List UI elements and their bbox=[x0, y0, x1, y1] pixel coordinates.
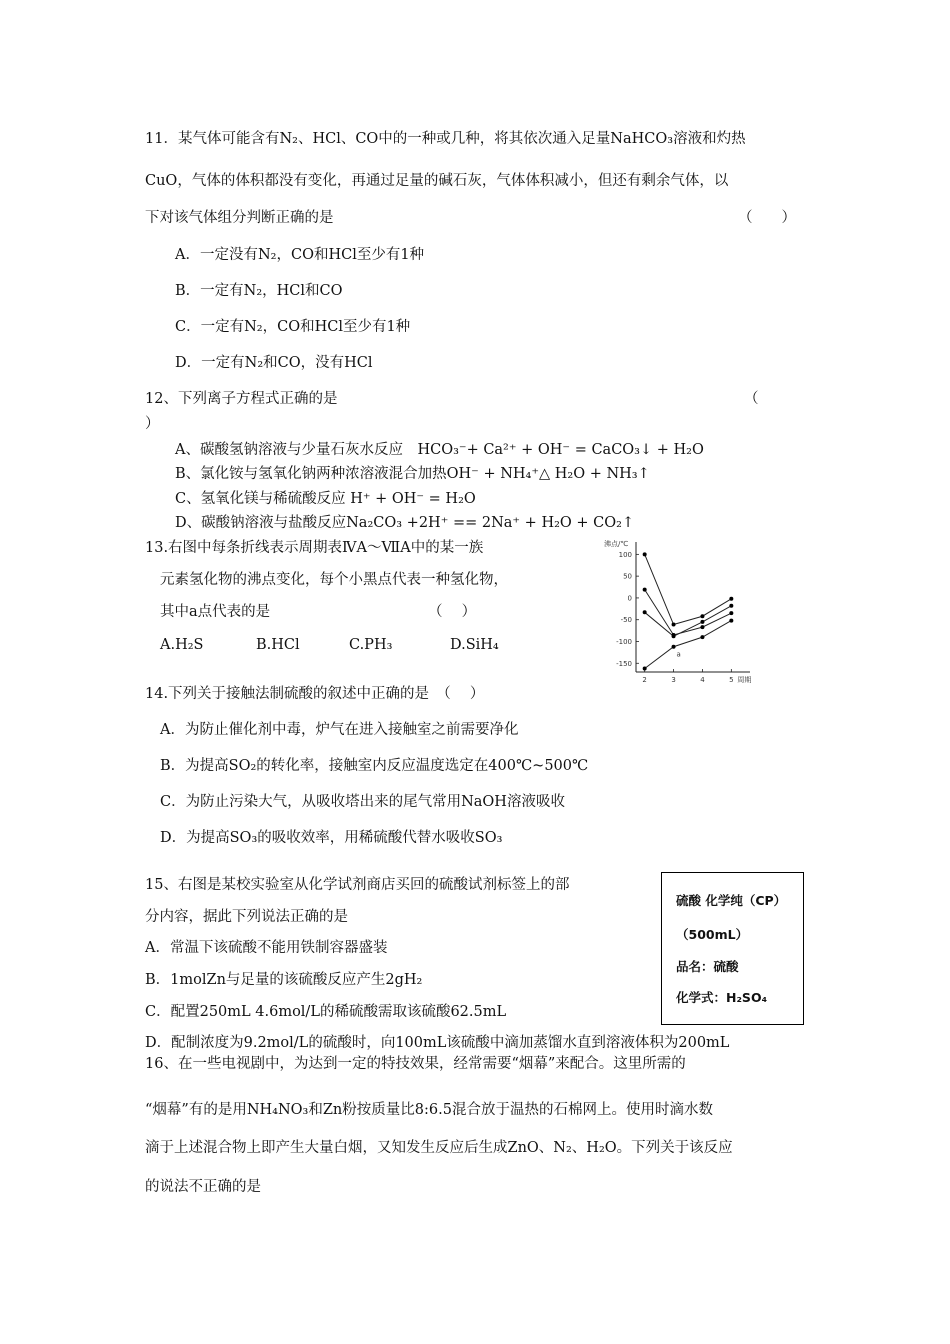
q13-answer-paren: （ ） bbox=[428, 604, 477, 620]
data-point bbox=[700, 614, 704, 618]
q16-stem-line4: 的说法不正确的是 bbox=[145, 1179, 261, 1195]
q12-stem: 12、下列离子方程式正确的是 bbox=[145, 391, 338, 407]
q15-option-a: A．常温下该硫酸不能用铁制容器盛装 bbox=[145, 940, 388, 956]
data-point bbox=[643, 552, 647, 556]
data-point bbox=[643, 588, 647, 592]
q12-option-b: B、氯化铵与氢氧化钠两种浓溶液混合加热OH⁻ + NH₄⁺△ H₂O + NH₃↑ bbox=[175, 466, 650, 482]
x-tick-label: 4 bbox=[700, 676, 705, 684]
q11-stem-line1: 11．某气体可能含有N₂、HCl、CO中的一种或几种，将其依次通入足量NaHCO₃溶液和灼热 bbox=[145, 131, 746, 147]
q14-stem: 14.下列关于接触法制硫酸的叙述中正确的是 （ ） bbox=[145, 686, 485, 702]
reagent-label-line3: 品名：硫酸 bbox=[676, 959, 739, 974]
x-tick-label: 5 bbox=[729, 676, 734, 684]
x-tick-label: 3 bbox=[671, 676, 676, 684]
series-line bbox=[645, 621, 732, 669]
reagent-label-line2: （500mL） bbox=[676, 927, 749, 942]
x-axis-label: 周期 bbox=[737, 676, 752, 684]
reagent-label-line4: 化学式：H₂SO₄ bbox=[676, 990, 768, 1005]
data-point bbox=[700, 620, 704, 624]
q14-option-d: D．为提高SO₃的吸收效率，用稀硫酸代替水吸收SO₃ bbox=[160, 830, 503, 846]
data-point bbox=[729, 611, 733, 615]
q15-option-b: B．1molZn与足量的该硫酸反应产生2gH₂ bbox=[145, 972, 423, 988]
q13-option-a: A.H₂S bbox=[160, 637, 204, 653]
y-tick-label: -50 bbox=[620, 616, 632, 625]
q13-stem-line2: 元素氢化物的沸点变化，每个小黑点代表一种氢化物， bbox=[160, 572, 508, 588]
q15-option-d: D．配制浓度为9.2mol/L的硫酸时，向100mL该硫酸中滴加蒸馏水直到溶液体积为200mL bbox=[145, 1035, 730, 1051]
q13-option-d: D.SiH₄ bbox=[450, 637, 499, 653]
q13-stem-line1: 13.右图中每条折线表示周期表ⅣA～ⅦA中的某一族 bbox=[145, 540, 484, 556]
data-point bbox=[672, 623, 676, 627]
q11-option-b: B．一定有N₂，HCl和CO bbox=[175, 283, 343, 299]
q11-option-c: C．一定有N₂，CO和HCl至少有1种 bbox=[175, 319, 411, 335]
q16-stem-line3: 滴于上述混合物上即产生大量白烟，又知发生反应后生成ZnO、N₂、H₂O。下列关于该反应 bbox=[145, 1140, 733, 1156]
y-tick-label: 100 bbox=[618, 550, 632, 559]
q14-option-c: C．为防止污染大气，从吸收塔出来的尾气常用NaOH溶液吸收 bbox=[160, 794, 565, 810]
y-axis-label: 沸点/℃ bbox=[604, 540, 629, 548]
q11-option-d: D．一定有N₂和CO，没有HCl bbox=[175, 355, 373, 371]
data-point bbox=[672, 634, 676, 638]
q12-option-a: A、碳酸氢钠溶液与少量石灰水反应 HCO₃⁻+ Ca²⁺ + OH⁻ = CaCO₃↓ + H₂O bbox=[175, 442, 704, 458]
boiling-point-chart bbox=[598, 536, 773, 686]
q12-option-d: D、碳酸钠溶液与盐酸反应Na₂CO₃ +2H⁺ == 2Na⁺ + H₂O + CO₂↑ bbox=[175, 515, 635, 531]
q12-paren-close: ） bbox=[145, 416, 160, 432]
data-point bbox=[643, 667, 647, 671]
q13-option-c: C.PH₃ bbox=[349, 637, 393, 653]
y-tick-label: 50 bbox=[623, 572, 632, 581]
q13-stem-line3: 其中a点代表的是 bbox=[160, 604, 271, 620]
reagent-label-line1: 硫酸 化学纯（CP） bbox=[676, 893, 787, 908]
data-point bbox=[672, 645, 676, 649]
reagent-label bbox=[661, 872, 804, 1025]
q11-stem-line2: CuO，气体的体积都没有变化，再通过足量的碱石灰，气体体积减小，但还有剩余气体，以 bbox=[145, 173, 729, 189]
x-tick-label: 2 bbox=[642, 676, 647, 684]
q14-option-b: B．为提高SO₂的转化率，接触室内反应温度选定在400℃~500℃ bbox=[160, 758, 589, 774]
q14-option-a: A．为防止催化剂中毒，炉气在进入接触室之前需要净化 bbox=[160, 722, 519, 738]
q16-stem-line1: 16、在一些电视剧中，为达到一定的特技效果，经常需要“烟幕”来配合。这里所需的 bbox=[145, 1056, 686, 1072]
q12-paren-open: （ bbox=[744, 391, 759, 407]
point-a-label: a bbox=[676, 650, 681, 659]
q15-stem-line1: 15、右图是某校实验室从化学试剂商店买回的硫酸试剂标签上的部 bbox=[145, 877, 570, 893]
q11-stem-line3: 下对该气体组分判断正确的是 bbox=[145, 210, 334, 226]
y-tick-label: 0 bbox=[627, 594, 632, 603]
data-point bbox=[700, 625, 704, 629]
series-line bbox=[645, 554, 732, 624]
q12-option-c: C、氢氧化镁与稀硫酸反应 H⁺ + OH⁻ = H₂O bbox=[175, 491, 476, 507]
data-point bbox=[729, 604, 733, 608]
data-point bbox=[729, 597, 733, 601]
q16-stem-line2: “烟幕”有的是用NH₄NO₃和Zn粉按质量比8:6.5混合放于温热的石棉网上。使用时滴水数 bbox=[145, 1102, 713, 1118]
data-point bbox=[729, 619, 733, 623]
q11-option-a: A．一定没有N₂，CO和HCl至少有1种 bbox=[175, 247, 425, 263]
y-tick-label: -150 bbox=[616, 659, 632, 668]
q13-option-b: B.HCl bbox=[256, 637, 300, 653]
data-point bbox=[700, 635, 704, 639]
q11-answer-paren: （ ） bbox=[738, 210, 796, 226]
y-tick-label: -100 bbox=[616, 638, 632, 646]
data-point bbox=[643, 610, 647, 614]
q15-stem-line2: 分内容，据此下列说法正确的是 bbox=[145, 909, 348, 925]
q15-option-c: C．配置250mL 4.6mol/L的稀硫酸需取该硫酸62.5mL bbox=[145, 1004, 507, 1020]
